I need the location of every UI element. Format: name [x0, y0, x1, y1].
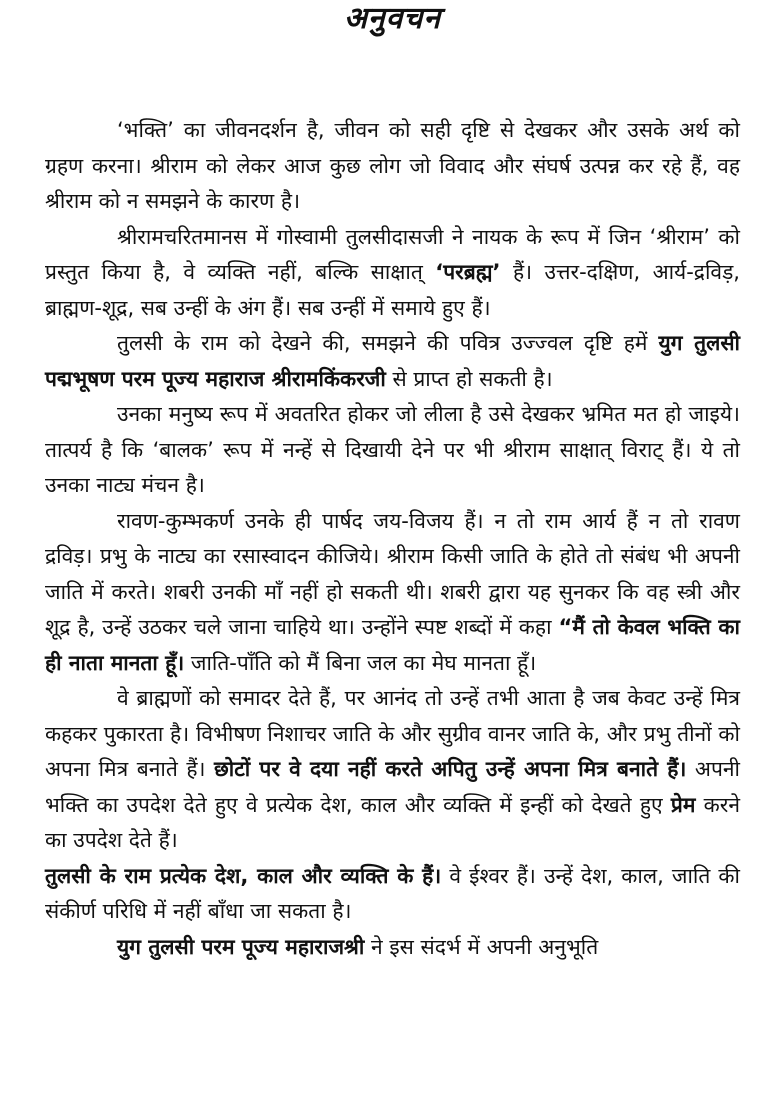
text-run: ने इस संदर्भ में अपनी अनुभूति [364, 934, 599, 959]
text-run: से प्राप्त हो सकती है। [385, 366, 553, 391]
bold-text-run: युग तुलसी पद्मभूषण परम पूज्य महाराज श्रीरामकिंकरजी [45, 331, 740, 391]
document-body [45, 113, 740, 965]
paragraph [45, 113, 740, 220]
text-run: रावण-कुम्भकर्ण उनके ही पार्षद जय-विजय हैं। न तो राम आर्य हैं न तो रावण द्रविड़। प्रभु के नाट्य का रसास्वादन कीजिये। श्रीराम किसी जाति के होते तो संबंध भी अपनी जाति में करते। शबरी उनकी माँ नहीं हो सकती थी। शबरी द्वारा यह सुनकर कि वह स्त्री और शूद्र है, उन्हें उठकर चले जाना चाहिये था। उन्होंने स्पष्ट शब्दों में कहा [45, 508, 740, 639]
bold-text-run: तुलसी के राम प्रत्येक देश, काल और व्यक्ति के हैं। [45, 863, 442, 888]
text-run: तुलसी के राम को देखने की, समझने की पवित्र उज्ज्वल दृष्टि हमें [117, 331, 659, 355]
page-title: अनुवचन [344, 1, 441, 36]
text-run: वे ब्राह्मणों को समादर देते हैं, पर आनंद तो उन्हें तभी आता है जब केवट उन्हें मित्र कहकर पुकारता है। विभीषण निशाचर जाति के और सुग्रीव वानर जाति के, और प्रभु तीनों को अपना मित्र बनाते हैं। [45, 686, 740, 781]
bold-text-run: युग तुलसी परम पूज्य महाराजश्री [117, 934, 365, 959]
paragraph [45, 930, 740, 966]
text-run: अपनी भक्ति का उपदेश देते हुए वे प्रत्येक देश, काल और व्यक्ति में इन्हीं को देखते हुए [45, 757, 740, 817]
text-run: हैं। उत्तर-दक्षिण, आर्य-द्रविड़, ब्राह्मण-शूद्र, सब उन्हीं के अंग हैं। सब उन्हीं में समाये हुए हैं। [45, 260, 740, 320]
bold-text-run: छोटों पर वे दया नहीं करते अपितु उन्हें अपना मित्र बनाते हैं। [214, 757, 687, 781]
bold-text-run: “मैं तो केवल भक्ति का ही नाता मानता हूँ। [45, 615, 740, 675]
paragraph [45, 859, 740, 930]
paragraph [45, 504, 740, 682]
bold-text-run: प्रेम [670, 792, 696, 817]
text-run: श्रीरामचरितमानस में गोस्वामी तुलसीदासजी ने नायक के रूप में जिन ‘श्रीराम’ को प्रस्तुत किया है, वे व्यक्ति नहीं, बल्कि साक्षात् [45, 224, 740, 284]
paragraph [45, 681, 740, 859]
text-run: उनका मनुष्य रूप में अवतरित होकर जो लीला है उसे देखकर भ्रमित मत हो जाइये। तात्पर्य है कि ‘बालक’ रूप में नन्हें से दिखायी देने पर भी श्रीराम साक्षात् विराट् हैं। ये तो उनका नाट्य मंचन है। [45, 402, 740, 497]
paragraph [45, 326, 740, 397]
paragraph [45, 397, 740, 504]
text-run: जाति-पाँति को मैं बिना जल का मेघ मानता हूँ। [184, 650, 537, 675]
text-run: वे ईश्वर हैं। उन्हें देश, काल, जाति की संकीर्ण परिधि में नहीं बाँधा जा सकता है। [45, 863, 740, 923]
paragraph [45, 220, 740, 327]
text-run: ‘भक्ति’ का जीवनदर्शन है, जीवन को सही दृष्टि से देखकर और उसके अर्थ को ग्रहण करना। श्रीराम को लेकर आज कुछ लोग जो विवाद और संघर्ष उत्पन्न कर रहे हैं, वह श्रीराम को न समझने के कारण है। [45, 118, 740, 213]
bold-text-run: ‘परब्रह्म’ [435, 260, 501, 284]
text-run: करने का उपदेश देते हैं। [45, 792, 740, 852]
